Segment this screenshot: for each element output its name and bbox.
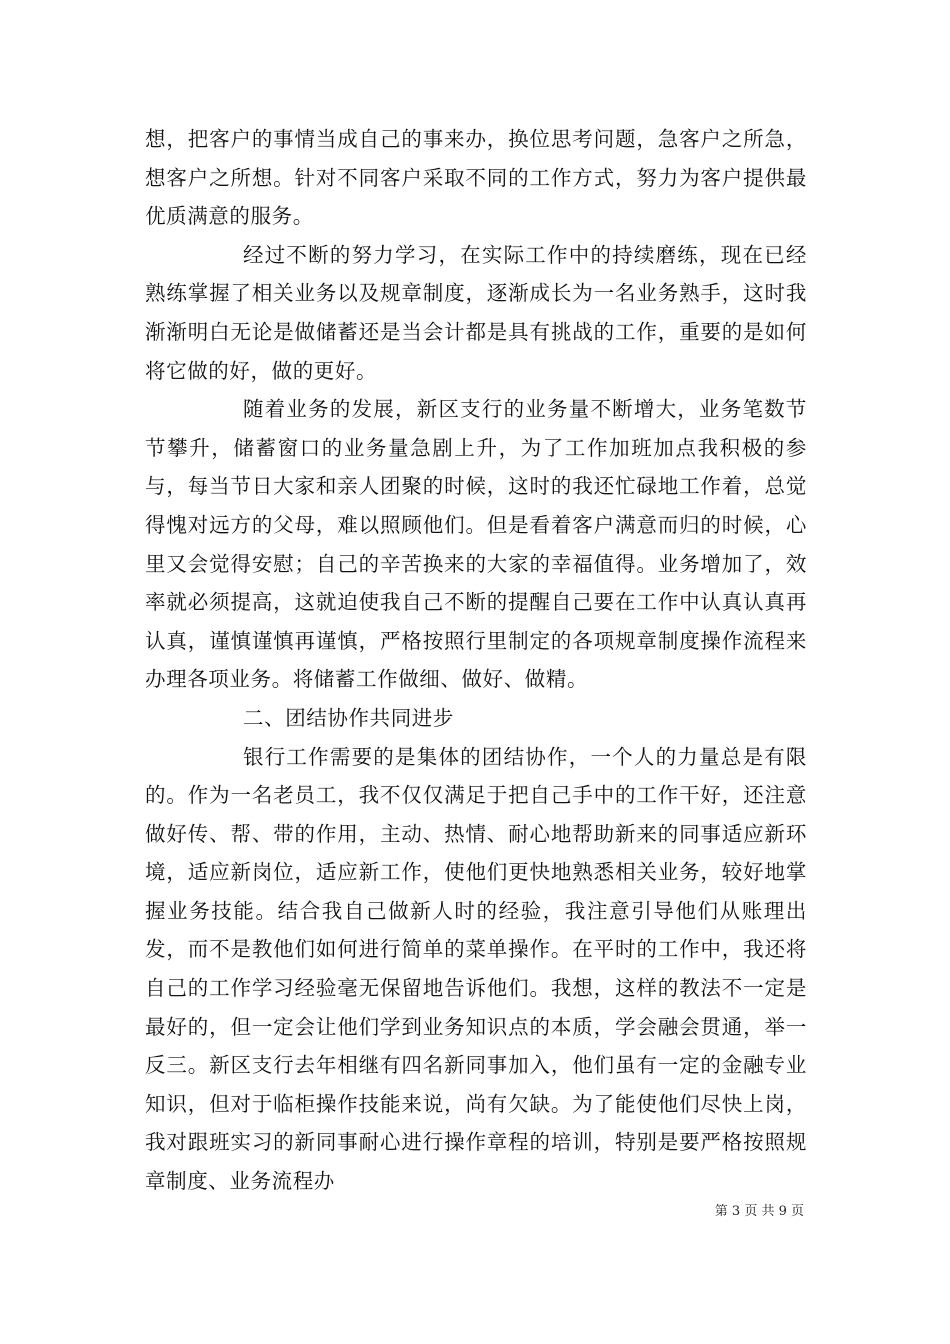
section-heading-teamwork: 二、团结协作共同进步 [243, 705, 454, 730]
body-text [145, 120, 807, 1201]
paragraph-business-growth: 随着业务的发展，新区支行的业务量不断增大，业务笔数节节攀升，储蓄窗口的业务量急剧上升，为了工作加班加点我积极的参与，每当节日大家和亲人团聚的时候，这时的我还忙碌地工作着，总觉得愧对远方的父母，难以照顾他们。但是看着客户满意而归的时候，心里又会觉得安慰；自己的辛苦换来的大家的幸福值得。业务增加了，效率就必须提高，这就迫使我自己不断的提醒自己要在工作中认真认真再认真，谨慎谨慎再谨慎，严格按照行里制定的各项规章制度操作流程来办理各项业务。将储蓄工作做细、做好、做精。 [145, 397, 807, 692]
paragraph-teamwork: 银行工作需要的是集体的团结协作，一个人的力量总是有限的。作为一名老员工，我不仅仅满足于把自己手中的工作干好，还注意做好传、帮、带的作用，主动、热情、耐心地帮助新来的同事适应新环境，适应新岗位，适应新工作，使他们更快地熟悉相关业务，较好地掌握业务技能。结合我自己做新人时的经验，我注意引导他们从账理出发，而不是教他们如何进行简单的菜单操作。在平时的工作中，我还将自己的工作学习经验毫无保留地告诉他们。我想，这样的教法不一定是最好的，但一定会让他们学到业务知识点的本质，学会融会贯通，举一反三。新区支行去年相继有四名新同事加入，他们虽有一定的金融专业知识，但对于临柜操作技能来说，尚有欠缺。为了能使他们尽快上岗，我对跟班实习的新同事耐心进行操作章程的培训，特别是要严格按照规章制度、业务流程办 [145, 744, 807, 1194]
paragraph-learning: 经过不断的努力学习，在实际工作中的持续磨练，现在已经熟练掌握了相关业务以及规章制度，逐渐成长为一名业务熟手，这时我渐渐明白无论是做储蓄还是当会计都是具有挑战的工作，重要的是如何将它做的好，做的更好。 [145, 242, 807, 383]
paragraph-continuation: 想，把客户的事情当成自己的事来办，换位思考问题，急客户之所急，想客户之所想。针对不同客户采取不同的工作方式，努力为客户提供最优质满意的服务。 [145, 127, 807, 229]
page-number-footer: 第 3 页 共 9 页 [714, 1204, 804, 1219]
